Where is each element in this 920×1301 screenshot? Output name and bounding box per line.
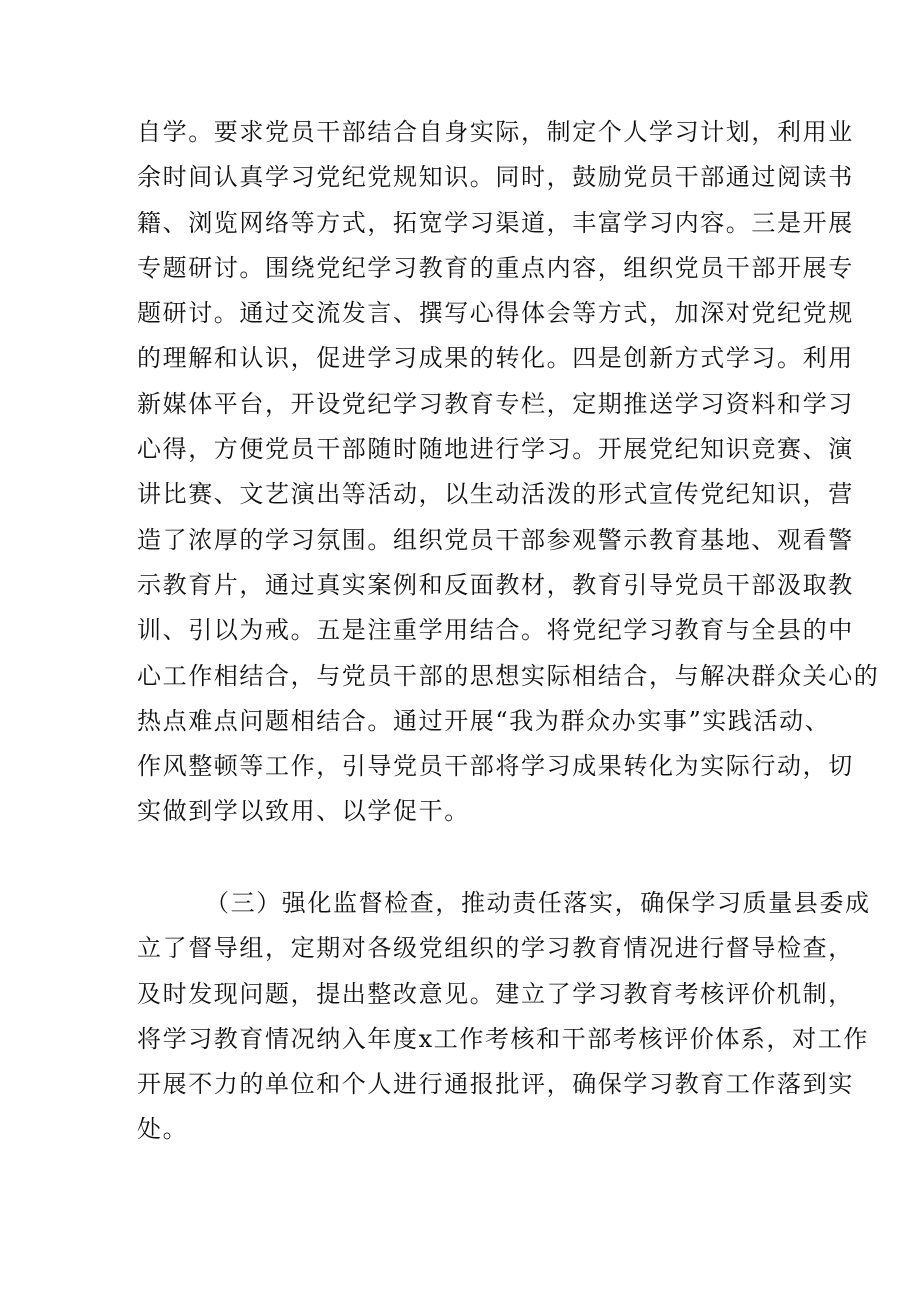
paragraph-supervision [137, 881, 871, 1153]
text-line: 示教育片，通过真实案例和反面教材，教育引导党员干部汲取教 [137, 570, 854, 599]
text-line: 心工作相结合，与党员干部的思想实际相结合，与解决群众关心的 [137, 661, 880, 690]
text-line: 及时发现问题，提出整改意见。建立了学习教育考核评价机制， [137, 979, 854, 1008]
text-line: 训、引以为戒。五是注重学用结合。将党纪学习教育与全县的中 [137, 616, 854, 645]
text-line: 立了督导组，定期对各级党组织的学习教育情况进行督导检查， [137, 934, 854, 963]
text-line: 心得，方便党员干部随时随地进行学习。开展党纪知识竞赛、演 [137, 435, 854, 464]
text-line: 新媒体平台，开设党纪学习教育专栏，定期推送学习资料和学习 [137, 389, 854, 418]
text-line: 籍、浏览网络等方式，拓宽学习渠道，丰富学习内容。三是开展 [137, 208, 854, 237]
text-line: 热点难点问题相结合。通过开展“我为群众办实事”实践活动、 [137, 706, 831, 735]
text-line: 题研讨。通过交流发言、撰写心得体会等方式，加深对党纪党规 [137, 299, 854, 328]
text-line: 自学。要求党员干部结合自身实际，制定个人学习计划，利用业 [137, 118, 854, 146]
text-line: 讲比赛、文艺演出等活动，以生动活泼的形式宣传党纪知识，营 [137, 480, 854, 509]
text-line: 专题研讨。围绕党纪学习教育的重点内容，组织党员干部开展专 [137, 253, 854, 282]
text-line: 的理解和认识，促进学习成果的转化。四是创新方式学习。利用 [137, 344, 854, 373]
text-line: 实做到学以致用、以学促干。 [137, 797, 470, 826]
text-line: 处。 [137, 1115, 189, 1144]
section-heading-line: （三）强化监督检查，推动责任落实，确保学习质量县委成 [205, 889, 871, 917]
text-line: 造了浓厚的学习氛围。组织党员干部参观警示教育基地、观看警 [137, 525, 854, 554]
text-line: 开展不力的单位和个人进行通报批评，确保学习教育工作落到实 [137, 1070, 854, 1099]
text-line: 余时间认真学习党纪党规知识。同时，鼓励党员干部通过阅读书 [137, 163, 854, 192]
paragraph-study-methods [137, 110, 880, 835]
text-line: 将学习教育情况纳入年度x工作考核和干部考核评价体系，对工作 [137, 1024, 869, 1053]
text-line: 作风整顿等工作，引导党员干部将学习成果转化为实际行动，切 [137, 752, 854, 781]
